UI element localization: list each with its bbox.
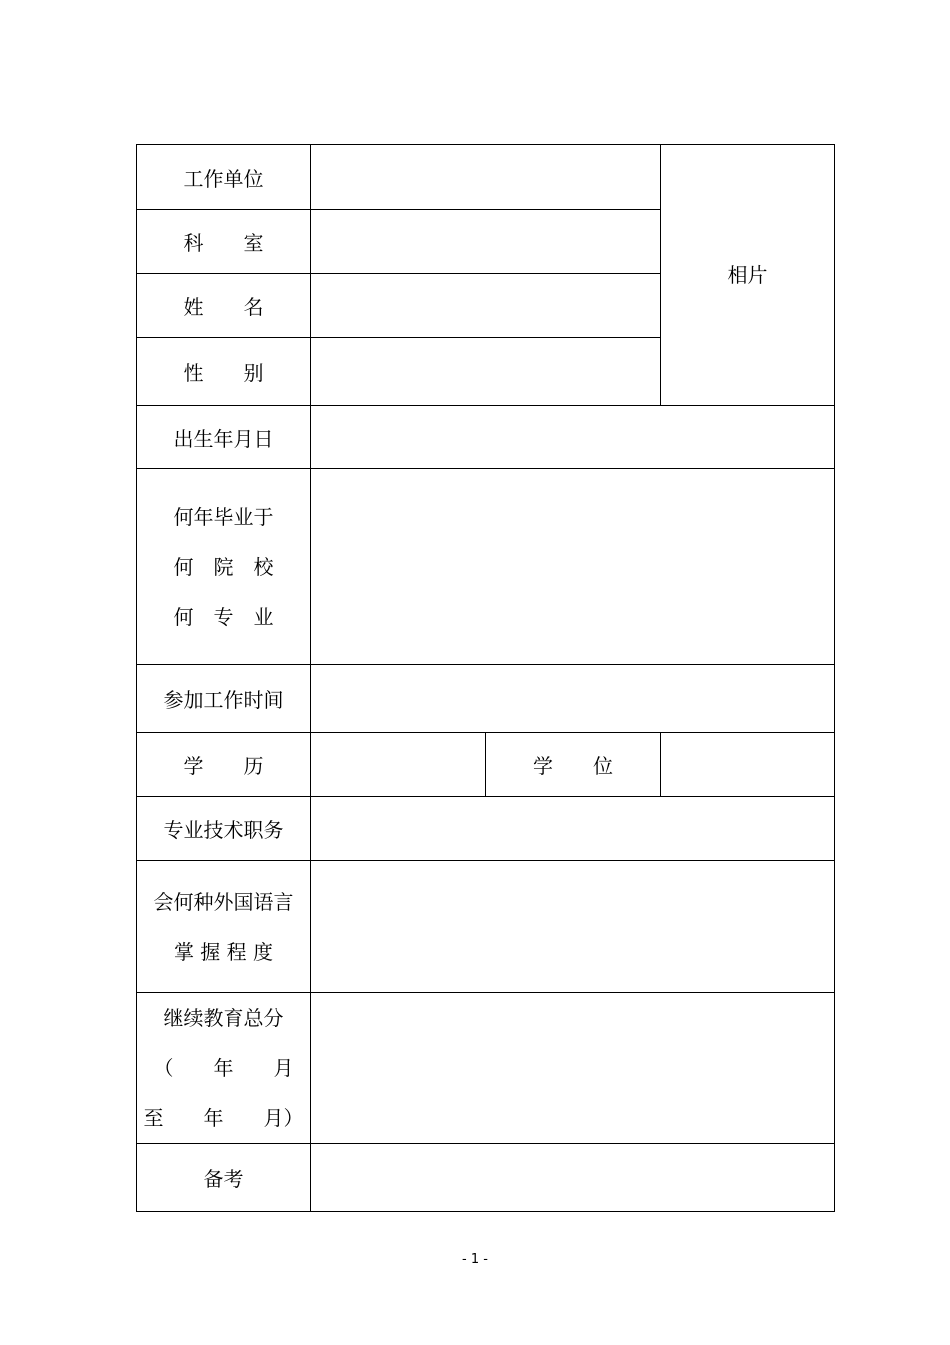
graduation-label-line-1: 何年毕业于 [173,504,274,529]
birth-date-label: 出生年月日 [137,406,311,469]
work-start-field[interactable] [311,665,835,733]
work-unit-field[interactable] [311,145,661,210]
graduation-field[interactable] [311,469,835,665]
remarks-field[interactable] [311,1144,835,1212]
department-label: 科 室 [137,210,311,274]
professional-title-label: 专业技术职务 [137,797,311,861]
gender-field[interactable] [311,338,661,406]
remarks-label: 备考 [137,1144,311,1212]
continuing-education-label-line-2: （ 年 月 [153,1056,294,1080]
department-field[interactable] [311,210,661,274]
continuing-education-label [137,993,311,1144]
graduation-label [137,469,311,665]
continuing-education-field[interactable] [311,993,835,1144]
foreign-language-label-line-1: 会何种外国语言 [153,889,294,914]
work-unit-label: 工作单位 [137,145,311,210]
work-start-label: 参加工作时间 [137,665,311,733]
graduation-label-line-2: 何 院 校 [173,554,274,579]
gender-label: 性 别 [137,338,311,406]
degree-label: 学 位 [486,733,661,797]
name-label: 姓 名 [137,274,311,338]
name-field[interactable] [311,274,661,338]
photo-label: 相片 [727,263,768,287]
continuing-education-label-line-3: 至 年 月） [143,1106,304,1130]
education-field[interactable] [311,733,486,797]
professional-title-field[interactable] [311,797,835,861]
photo-box[interactable] [661,145,835,406]
foreign-language-label [137,861,311,993]
personnel-form-table [136,144,835,1212]
foreign-language-field[interactable] [311,861,835,993]
degree-field[interactable] [661,733,835,797]
continuing-education-label-line-1: 继续教育总分 [163,1006,284,1030]
graduation-label-line-3: 何 专 业 [173,604,274,629]
foreign-language-label-line-2: 掌 握 程 度 [173,939,274,964]
page-number: - 1 - [462,1252,488,1267]
birth-date-field[interactable] [311,406,835,469]
education-label: 学 历 [137,733,311,797]
